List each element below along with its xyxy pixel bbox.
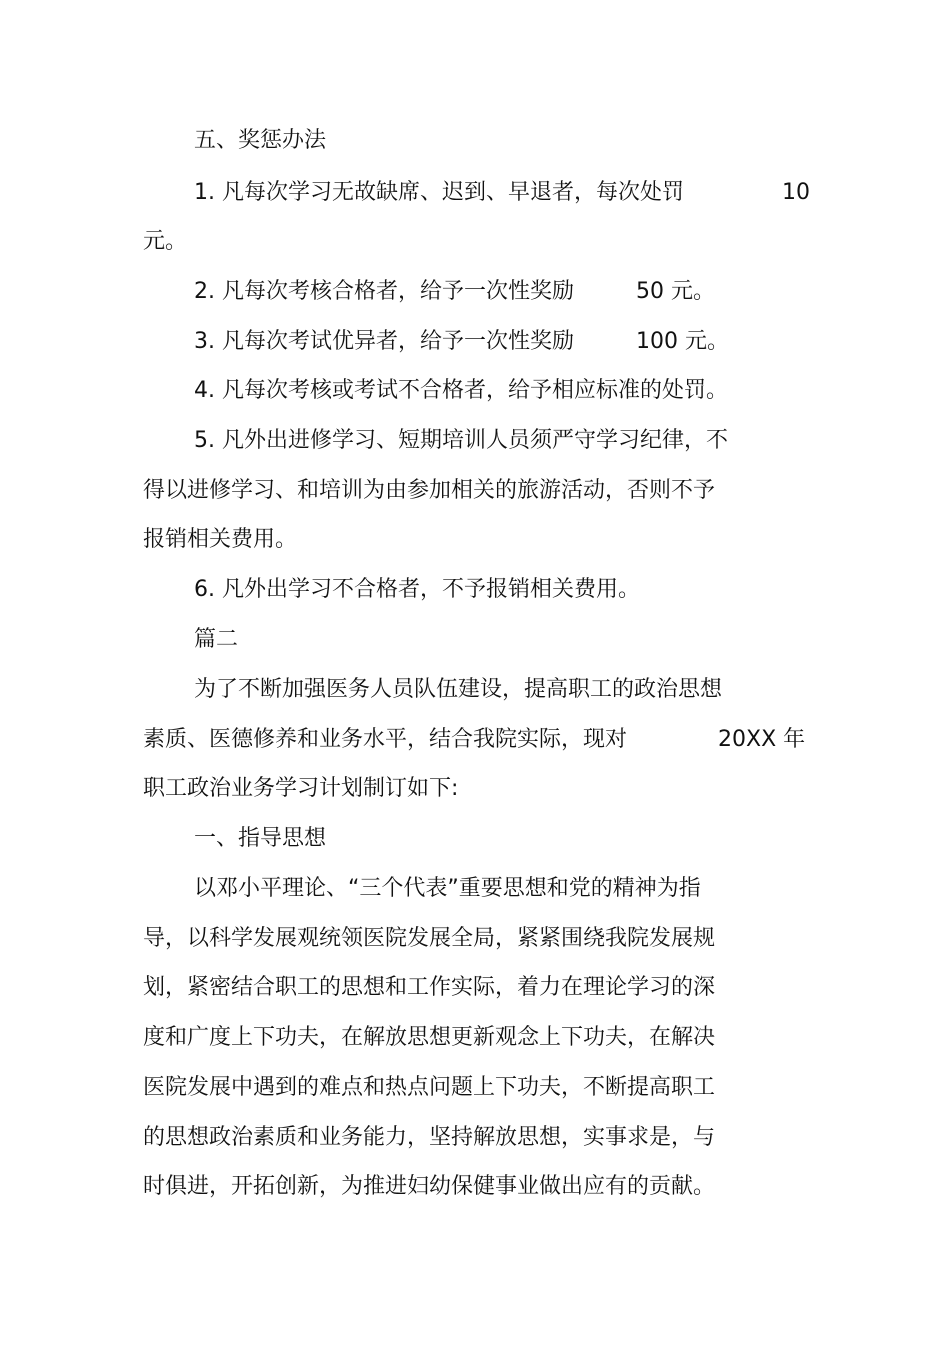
guiding-line-2: 导，以科学发展观统领医院发展全局，紧紧围绕我院发展规 [143,926,716,951]
section-heading-rewards: 五、奖惩办法 [194,128,327,153]
intro-line-1: 为了不断加强医务人员队伍建设，提高职工的政治思想 [194,677,723,702]
rule-2-amount: 50 元。 [636,279,715,304]
rule-5-line-1: 5. 凡外出进修学习、短期培训人员须严守学习纪律，不 [194,428,728,453]
rule-5-line-2: 得以进修学习、和培训为由参加相关的旅游活动，否则不予 [143,478,716,503]
rule-4-text: 4. 凡每次考核或考试不合格者，给予相应标准的处罚。 [194,378,728,403]
rule-6-text: 6. 凡外出学习不合格者，不予报销相关费用。 [194,577,640,602]
guiding-line-7: 时俱进，开拓创新，为推进妇幼保健事业做出应有的贡献。 [143,1174,716,1199]
rule-2-text: 2. 凡每次考核合格者，给予一次性奖励 [194,279,574,304]
rule-1-amount: 10 [782,180,810,205]
guiding-line-6: 的思想政治素质和业务能力，坚持解放思想，实事求是，与 [143,1125,716,1150]
intro-line-2: 素质、医德修养和业务水平，结合我院实际，现对 [143,727,628,752]
guiding-line-3: 划，紧密结合职工的思想和工作实际，着力在理论学习的深 [143,975,716,1000]
section-heading-guiding-thought: 一、指导思想 [194,826,327,851]
rule-3-amount: 100 元。 [636,329,729,354]
guiding-line-1: 以邓小平理论、“三个代表”重要思想和党的精神为指 [194,876,701,901]
rule-3-text: 3. 凡每次考试优异者，给予一次性奖励 [194,329,574,354]
intro-year: 20XX 年 [718,727,806,752]
rule-1-text: 1. 凡每次学习无故缺席、迟到、早退者，每次处罚 [194,180,684,205]
guiding-line-5: 医院发展中遇到的难点和热点问题上下功夫，不断提高职工 [143,1075,716,1100]
rule-1-continuation: 元。 [143,229,188,254]
rule-5-line-3: 报销相关费用。 [143,527,298,552]
part-two-heading: 篇二 [194,627,239,652]
intro-line-3: 职工政治业务学习计划制订如下: [143,776,459,801]
guiding-line-4: 度和广度上下功夫，在解放思想更新观念上下功夫，在解决 [143,1025,716,1050]
